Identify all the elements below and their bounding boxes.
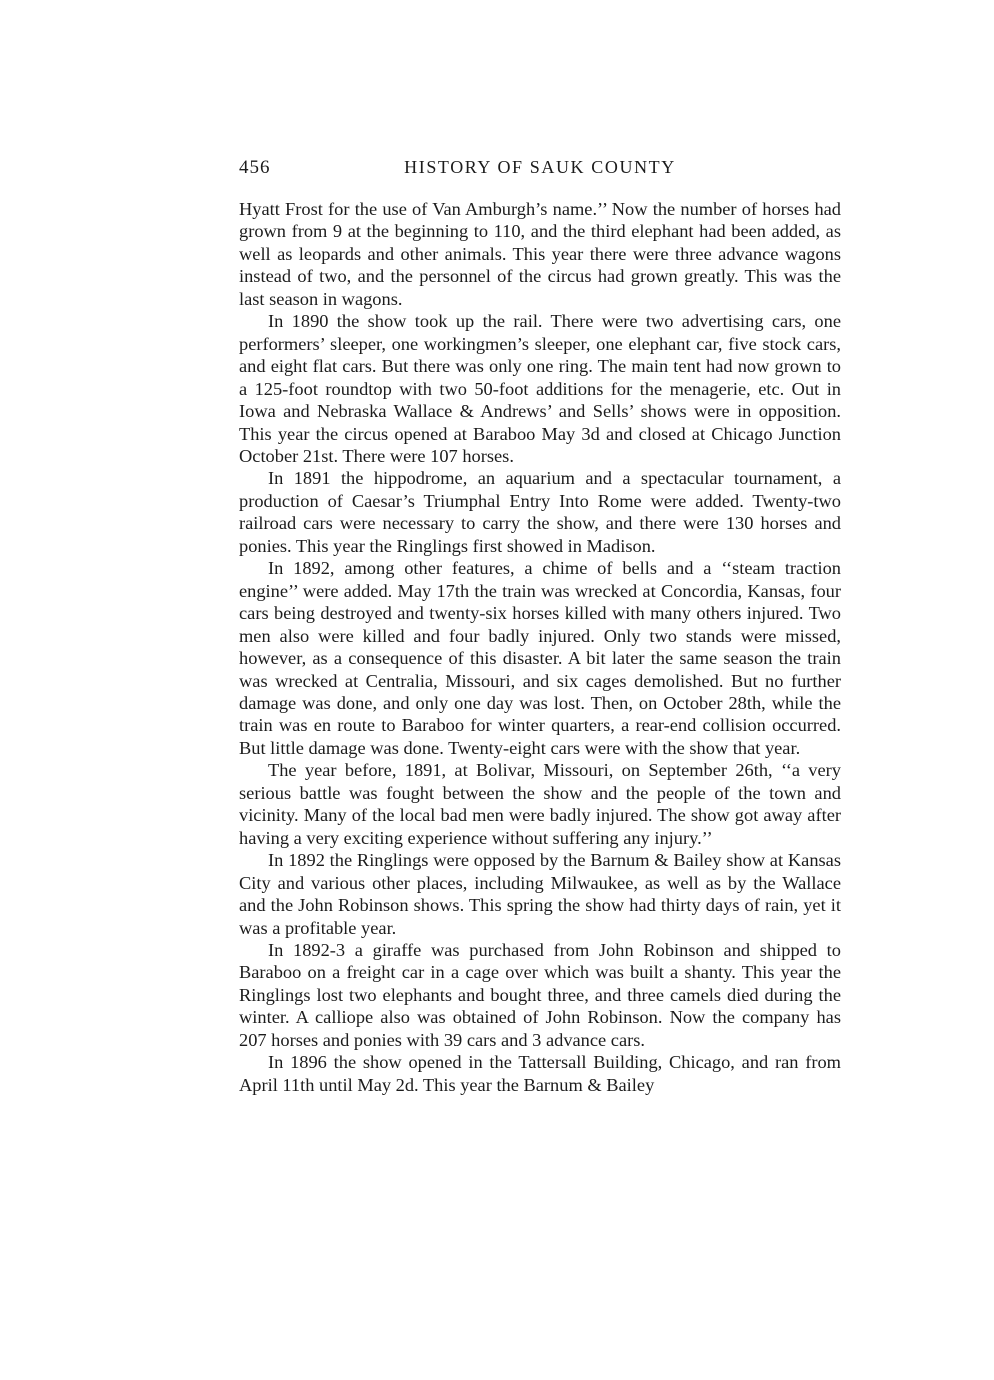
paragraph-1891-hippodrome: In 1891 the hippodrome, an aquarium and a spectacular tournament, a production of Caesar’s Triumphal Entry Into Rome were added. Twenty-two railroad cars were necessary to carry the show, and there were 130 horses and ponies. This year the Ringlings first showed in Madison. (239, 468, 841, 556)
paragraph-1892-opposition: In 1892 the Ringlings were opposed by the Barnum & Bailey show at Kansas City and various other places, including Milwaukee, as well as by the Wallace and the John Robinson shows. This spring the show had thirty days of rain, yet it was a profitable year. (239, 850, 841, 938)
paragraph-1892-3-giraffe: In 1892-3 a giraffe was purchased from John Robinson and shipped to Baraboo on a freight car in a cage over which was built a shanty. This year the Ringlings lost two elephants and bought three, and three camels died during the winter. A calliope also was obtained of John Robinson. Now the company has 207 horses and ponies with 39 cars and 3 advance cars. (239, 939, 841, 1050)
page-number: 456 (239, 157, 271, 178)
paragraph-continued: Hyatt Frost for the use of Van Amburgh’s name.’’ Now the number of horses had grown from 9 at the beginning to 110, and the third elephant had been added, as well as leopards and other animals. This year there were three advance wagons instead of two, and the personnel of the circus had grown greatly. This was the last season in wagons. (239, 199, 841, 309)
paragraph-1896-tattersall: In 1896 the show opened in the Tattersall Building, Chicago, and ran from April 11th until May 2d. This year the Barnum & Bailey (239, 1052, 841, 1095)
running-title: HISTORY OF SAUK COUNTY (404, 157, 676, 177)
paragraph-1892-wrecks: In 1892, among other features, a chime of bells and a ‘‘steam traction engine’’ were added. May 17th the train was wrecked at Concordia, Kansas, four cars being destroyed and twenty-six horses killed with many others injured. Two men also were killed and four badly injured. Only two stands were missed, however, as a consequence of this disaster. A bit later the same season the train was wrecked at Centralia, Missouri, and six cages demolished. But no further damage was done, and only one day was lost. Then, on October 28th, while the train was en route to Baraboo for winter quarters, a rear-end collision occurred. But little damage was done. Twenty-eight cars were with the show that year. (239, 558, 841, 758)
paragraph-1890-rail: In 1890 the show took up the rail. There were two advertising cars, one performers’ sleeper, one workingmen’s sleeper, one elephant car, five stock cars, and eight flat cars. But there was only one ring. The main tent had now grown to a 125-foot roundtop with two 50-foot additions for the menagerie, etc. Out in Iowa and Nebraska Wallace & Andrews’ and Sells’ shows were in opposition. This year the circus opened at Baraboo May 3d and closed at Chicago Junction October 21st. There were 107 horses. (239, 311, 841, 466)
running-head (239, 157, 841, 185)
paragraph-bolivar-battle: The year before, 1891, at Bolivar, Missouri, on September 26th, ‘‘a very serious battle was fought between the show and the people of the town and vicinity. Many of the local bad men were badly injured. The show got away after having a very exciting experience without suffering any injury.’’ (239, 760, 841, 848)
body-text (239, 198, 841, 1096)
